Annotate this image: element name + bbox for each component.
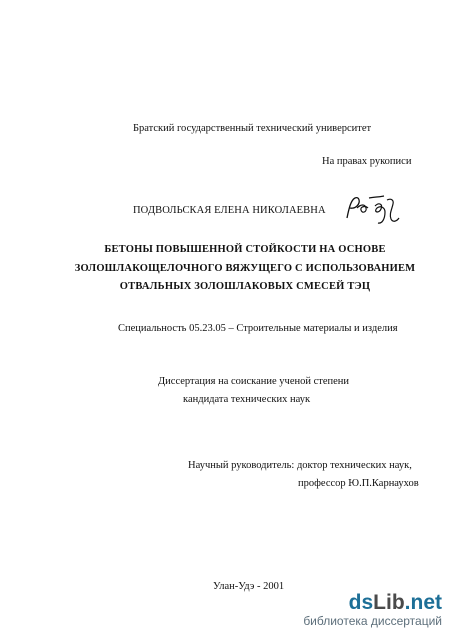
- watermark-logo-lib: Lib: [373, 591, 405, 614]
- manuscript-rights-note: На правах рукописи: [322, 156, 412, 167]
- degree-line-2: кандидата технических наук: [183, 394, 311, 405]
- watermark-logo: [303, 592, 442, 614]
- thesis-title-line-2: ЗОЛОШЛАКОЩЕЛОЧНОГО ВЯЖУЩЕГО С ИСПОЛЬЗОВАНИЕМ: [74, 263, 416, 274]
- thesis-title-line-1: БЕТОНЫ ПОВЫШЕННОЙ СТОЙКОСТИ НА ОСНОВЕ: [104, 244, 386, 255]
- degree-line-1: Диссертация на соискание ученой степени: [158, 376, 350, 387]
- watermark-logo-net: .net: [404, 591, 442, 614]
- advisor-line-2: профессор Ю.П.Карнаухов: [298, 478, 419, 489]
- thesis-title-line-3: ОТВАЛЬНЫХ ЗОЛОШЛАКОВЫХ СМЕСЕЙ ТЭЦ: [119, 281, 371, 292]
- dslib-watermark: [303, 592, 442, 628]
- author-name: ПОДВОЛЬСКАЯ ЕЛЕНА НИКОЛАЕВНА: [133, 205, 326, 216]
- specialty-line: Специальность 05.23.05 – Строительные материалы и изделия: [118, 323, 398, 334]
- city-year: Улан-Удэ - 2001: [213, 581, 285, 592]
- watermark-logo-ds: ds: [348, 591, 374, 614]
- advisor-line-1: Научный руководитель: доктор технических наук,: [188, 460, 412, 471]
- watermark-subtitle: библиотека диссертаций: [303, 614, 442, 628]
- university-name: Братский государственный технический университет: [133, 123, 372, 134]
- handwritten-signature: [341, 192, 403, 226]
